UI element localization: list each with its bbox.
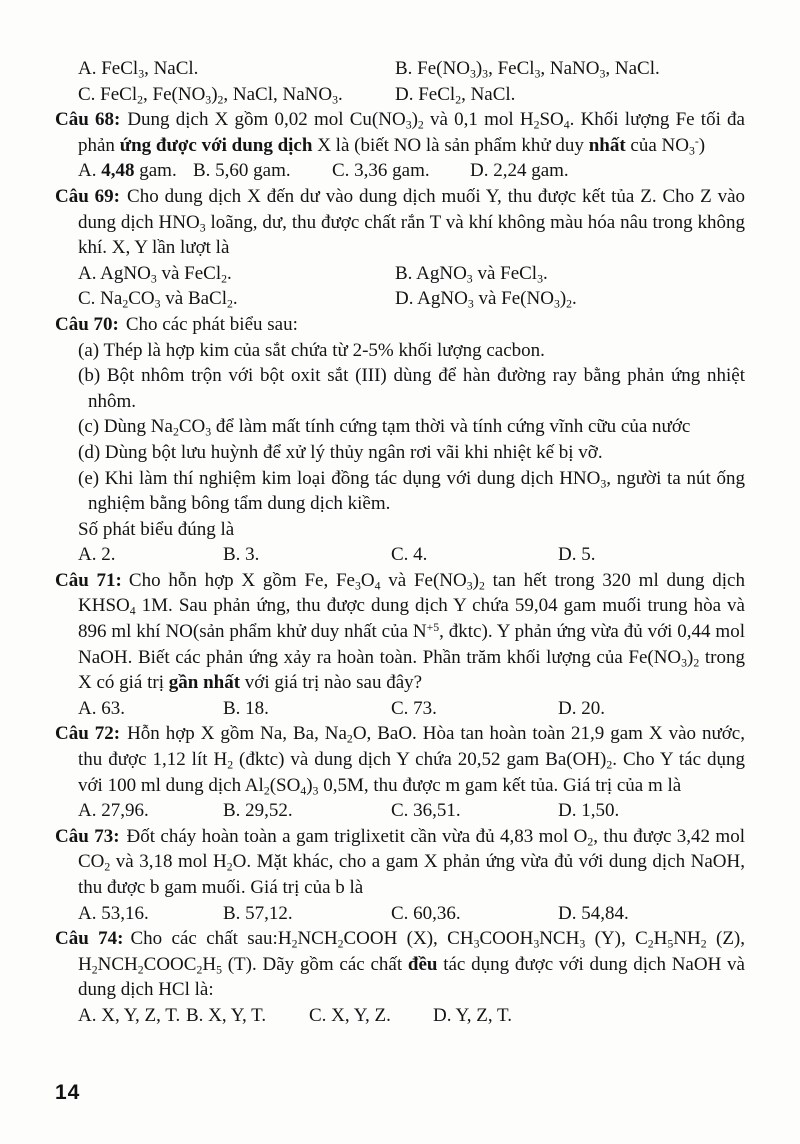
question-73-option-c: C. 60,36. xyxy=(391,902,461,924)
question-70-statement-d: (d) Dùng bột lưu huỳnh để xử lý thủy ngân rơi vãi khi nhiệt kế bị vỡ. xyxy=(78,441,603,463)
question-73-options xyxy=(78,901,745,927)
question-69-option-a: A. AgNO$_3$ và FeCl$_2$. xyxy=(78,262,232,286)
question-74 xyxy=(55,926,745,1003)
question-70-option-d: D. 5. xyxy=(558,544,596,566)
question-68 xyxy=(55,107,745,158)
question-67-options-row-1 xyxy=(78,56,745,82)
question-72-options xyxy=(78,798,745,824)
question-70-statement-b: (b) Bột nhôm trộn với bột oxit sắt (III) dùng để hàn đường ray bằng phản ứng nhiệt nhôm. xyxy=(78,365,745,412)
question-68-body: Dung dịch X gồm 0,02 mol $Cu(NO_3)_2$ và 0,1 mol $H_2SO_4$. Khối lượng Fe tối đa phản ứng được với dung dịch X là (biết NO là sản phẩm khử duy nhất của $NO_3^-$) xyxy=(78,109,745,158)
question-69-options-row-2 xyxy=(78,286,745,312)
question-73-option-d: D. 54,84. xyxy=(558,902,629,924)
question-70-statement-c: (c) Dùng $Na_2CO_3$ để làm mất tính cứng tạm thời và tính cứng vĩnh cữu của nước xyxy=(78,416,691,439)
question-74-option-c: C. X, Y, Z. xyxy=(309,1004,391,1026)
question-73-label: Câu 73: xyxy=(55,825,120,847)
question-73-option-b: B. 57,12. xyxy=(223,902,293,924)
question-69-option-b: B. AgNO$_3$ và FeCl$_3$. xyxy=(395,262,548,286)
question-70-body: Cho các phát biểu sau: xyxy=(125,313,298,335)
question-67-option-b: B. $Fe(NO_3)_3$, FeCl$_3$, NaNO$_3$, NaCl. xyxy=(395,58,660,81)
question-72-label: Câu 72: xyxy=(55,723,121,745)
question-68-option-d: D. 2,24 gam. xyxy=(470,160,569,182)
question-69-option-d: D. AgNO$_3$ và $Fe(NO_3)_2$. xyxy=(395,288,577,311)
question-67-option-a: A. FeCl$_3$, NaCl. xyxy=(78,58,199,81)
question-70-label: Câu 70: xyxy=(55,313,119,335)
question-72-option-d: D. 1,50. xyxy=(558,800,620,822)
question-68-label: Câu 68: xyxy=(55,109,121,131)
question-69-option-c: C. $Na_2CO_3$ và BaCl$_2$. xyxy=(78,288,238,311)
question-73 xyxy=(55,824,745,901)
question-74-label: Câu 74: xyxy=(55,928,124,950)
question-72-option-a: A. 27,96. xyxy=(78,800,149,822)
question-72 xyxy=(55,721,745,798)
question-74-option-a: A. X, Y, Z, T. xyxy=(78,1004,181,1026)
question-72-option-b: B. 29,52. xyxy=(223,800,293,822)
question-73-option-a: A. 53,16. xyxy=(78,902,149,924)
question-70-option-c: C. 4. xyxy=(391,544,428,566)
question-67-options-row-2 xyxy=(78,82,745,108)
question-69-options-row-1 xyxy=(78,261,745,287)
question-70-closing: Số phát biểu đúng là xyxy=(78,518,235,540)
question-71-option-c: C. 73. xyxy=(391,697,437,719)
page-number: 14 xyxy=(55,1081,81,1104)
question-71 xyxy=(55,568,745,696)
question-70 xyxy=(55,312,745,338)
question-68-option-c: C. 3,36 gam. xyxy=(332,160,430,182)
question-67-option-c: C. FeCl$_2$, $Fe(NO_3)_2$, NaCl, NaNO$_3$. xyxy=(78,83,343,106)
question-71-option-d: D. 20. xyxy=(558,697,605,719)
question-71-body: Cho hỗn hợp X gồm Fe, $Fe_3O_4$ và $Fe(NO_3)_2$ tan hết trong 320 ml dung dịch $KHSO_4$ 1M. Sau phản ứng, thu được dung dịch Y chứa 59,04 gam muối trung hòa và 896 ml khí NO(sản phẩm khử duy nhất của $N^{+5}$, đktc). Y phản ứng vừa đủ với 0,44 mol NaOH. Biết các phản ứng xảy ra hoàn toàn. Phần trăm khối lượng của $Fe(NO_3)_2$ trong X có giá trị gần nhất với giá trị nào sau đây? xyxy=(78,569,745,694)
question-74-options xyxy=(78,1003,745,1029)
question-71-option-a: A. 63. xyxy=(78,697,125,719)
question-71-options xyxy=(78,696,745,722)
question-68-option-a: A. 4,48 gam. xyxy=(78,160,177,182)
question-71-label: Câu 71: xyxy=(55,569,122,591)
question-70-options xyxy=(78,542,745,568)
question-74-body: Cho các chất $sau:H_2NCH_2COOH$ (X), $CH_3COOH_3NCH_3$ (Y), $C_2H_5NH_2$ (Z), $H_2NCH_2COOC_2H_5$ (T). Dãy gồm các chất đều tác dụng được với dung dịch NaOH và dung dịch HCl là: xyxy=(78,928,746,1001)
question-69-label: Câu 69: xyxy=(55,185,121,207)
question-68-option-b: B. 5,60 gam. xyxy=(193,160,291,182)
question-73-body: Đốt cháy hoàn toàn a gam triglixetit cần vừa đủ 4,83 mol $O_2$, thu được 3,42 mol $CO_2$ và 3,18 mol $H_2O$. Mặt khác, cho a gam X phản ứng vừa đủ với dung dịch NaOH, thu được b gam muối. Giá trị của b là xyxy=(78,825,745,898)
question-72-option-c: C. 36,51. xyxy=(391,800,461,822)
question-70-statement-e: (e) Khi làm thí nghiệm kim loại đồng tác dụng với dung dịch $HNO_3$, người ta nút ống nghiệm bằng bông tẩm dung dịch kiềm. xyxy=(78,467,745,515)
question-67-option-d: D. FeCl$_2$, NaCl. xyxy=(395,83,516,106)
question-68-options xyxy=(78,158,745,184)
question-70-option-b: B. 3. xyxy=(223,544,260,566)
question-70-statement-a: (a) Thép là hợp kim của sắt chứa từ 2-5% khối lượng cacbon. xyxy=(78,339,545,361)
question-71-option-b: B. 18. xyxy=(223,697,269,719)
question-70-option-a: A. 2. xyxy=(78,544,116,566)
question-69-body: Cho dung dịch X đến dư vào dung dịch muối Y, thu được kết tủa Z. Cho Z vào dung dịch $HNO_3$ loãng, dư, thu được chất rắn T và khí không màu hóa nâu trong không khí. X, Y lần lượt là xyxy=(78,185,745,259)
question-74-option-d: D. Y, Z, T. xyxy=(433,1004,512,1026)
question-69 xyxy=(55,184,745,261)
question-72-body: Hỗn hợp X gồm Na, Ba, $Na_2O$, BaO. Hòa tan hoàn toàn 21,9 gam X vào nước, thu được 1,12 lít $H_2$ (đktc) và dung dịch Y chứa 20,52 gam $Ba(OH)_2$. Cho Y tác dụng với 100 ml dung dịch $Al_2(SO_4)_3$ 0,5M, thu được m gam kết tủa. Giá trị của m là xyxy=(78,723,745,797)
question-74-option-b: B. X, Y, T. xyxy=(186,1004,267,1026)
